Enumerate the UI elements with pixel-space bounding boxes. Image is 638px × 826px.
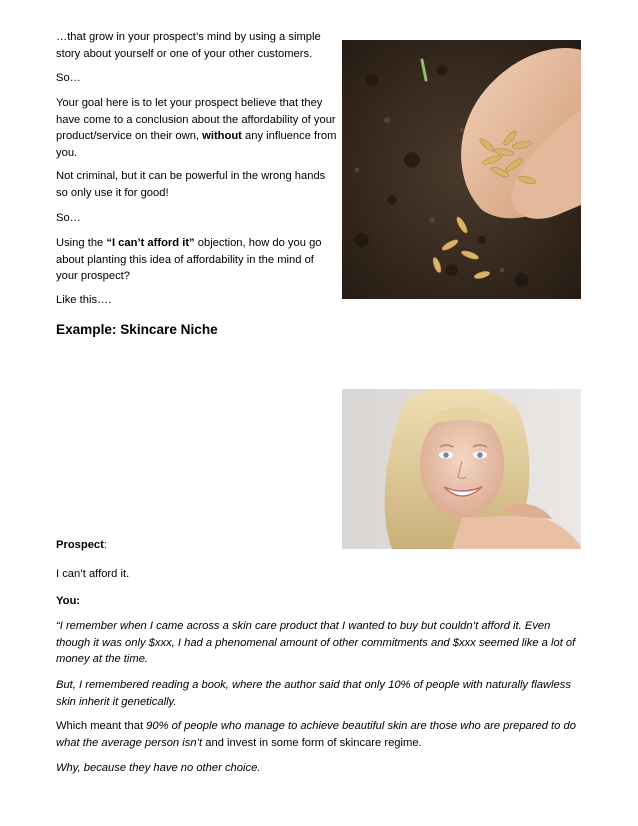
so-paragraph-1: So… (56, 72, 81, 84)
so-paragraph-2: So… (56, 212, 81, 224)
intro-paragraph: …that grow in your prospect’s mind by using a simple story about yourself or one of your other customers. (56, 31, 321, 60)
objection-text-end: objection, how do you go about planting this idea of affordability in the mind of your prospect? (56, 237, 322, 282)
like-this-paragraph: Like this…. (56, 294, 112, 306)
you-quote-4: Why, because they have no other choice. (56, 762, 261, 774)
prospect-label-text: Prospect (56, 539, 104, 551)
goal-text-bold: without (202, 130, 242, 142)
quote3-end: and invest in some form of skincare regime. (202, 736, 422, 749)
quote3-start: Which meant that (56, 720, 147, 732)
objection-text-start: Using the (56, 237, 107, 249)
prospect-line: I can’t afford it. (56, 568, 130, 580)
you-label: You: (56, 595, 81, 607)
seeds-photo (342, 40, 581, 299)
prospect-label-colon: : (103, 539, 107, 551)
warning-paragraph: Not criminal, but it can be powerful in the wrong hands so only use it for good! (56, 170, 326, 199)
woman-photo-drawing (342, 389, 581, 549)
goal-paragraph (56, 95, 338, 161)
quote3-italic: 90% of people who manage to achieve beautiful skin are those who are prepared to do what the average person isn’t (56, 720, 576, 749)
goal-text-start: Your goal here is to let your prospect believe that they have come to a conclusion about the affordability of your product/service on their own, (56, 97, 336, 142)
woman-photo (342, 389, 581, 549)
goal-text-end: any influence from you. (56, 130, 337, 159)
seeds-photo-drawing (342, 40, 581, 299)
you-quote-2: But, I remembered reading a book, where the author said that only 10% of people with naturally flawless skin inherit it genetically. (56, 679, 571, 708)
section-heading: Example: Skincare Niche (56, 322, 218, 337)
objection-paragraph (56, 235, 338, 285)
prospect-label (56, 537, 581, 554)
objection-text-bold: “I can’t afford it” (106, 237, 195, 249)
you-quote-1: “I remember when I came across a skin care product that I wanted to buy but couldn’t afford it. Even though it was only $xxx, I had a phenomenal amount of other commitments and $xxx seemed like a lot of money at the time. (56, 620, 576, 665)
you-quote-3 (56, 718, 581, 751)
